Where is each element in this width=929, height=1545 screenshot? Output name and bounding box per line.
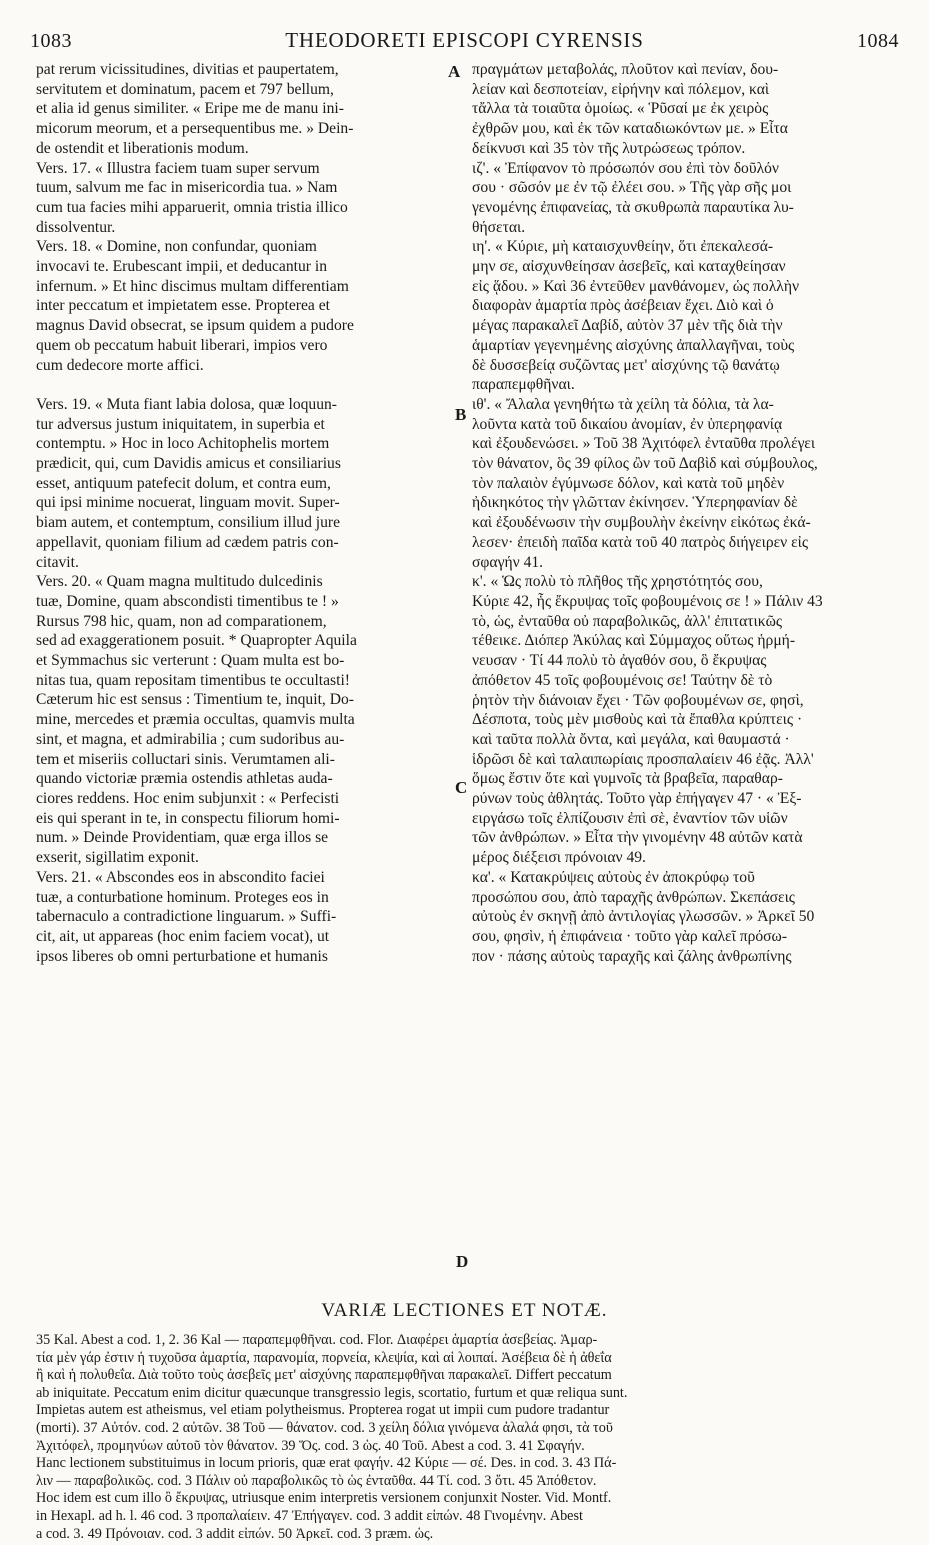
note-line: Hanc lectionem substituimus in locum prioris, quæ erat φαγήν. 42 Κύριε — σέ. Des. in cod. 3. 43 Πά- [36,1455,617,1472]
greek-text-line: ιθ'. « Ἄλαλα γενηθήτω τὰ χείλη τὰ δόλια, τὰ λα- [472,395,774,413]
latin-text-line: magnus David obsecrat, se ipsum quidem a pudore [36,317,354,335]
greek-text-line: ἐχθρῶν μου, καὶ ἐκ τῶν καταδιωκόντων με. » Εἶτα [472,120,788,138]
latin-text-line: sed ad exaggerationem posuit. * Quapropter Aquila [36,632,357,650]
greek-text-line: καὶ ταῦτα πολλὰ ὄντα, καὶ μεγάλα, καὶ θαυμαστά · [472,730,790,748]
greek-text-line: μέρος διέξεισι πρόνοιαν 49. [472,849,646,867]
greek-text-line: λείαν καὶ δεσποτείαν, εἰρήνην καὶ πόλεμον, καὶ [472,80,770,98]
greek-text-line: διαφορὰν ἁμαρτία πρὸς ἀσέβειαν ἔχει. Διὸ καὶ ὁ [472,297,774,315]
latin-text-line: cum dedecore morte affici. [36,356,204,374]
greek-text-line: καὶ ἐξουδένωσιν τὴν συμβουλὴν ἐκείνην εἰκότως ἐκά- [472,514,811,532]
latin-text-line: cit, ait, ut appareas (hoc enim faciem vocat), ut [36,927,330,945]
greek-text-line: καὶ ἐξουδενώσει. » Τοῦ 38 Ἀχιτόφελ ἐνταῦθα προλέγει [472,435,816,453]
page-number-left: 1083 [30,30,72,52]
latin-text-line: esset, antiquum patefecit dolum, et contra eum, [36,474,331,492]
running-title: THEODORETI EPISCOPI CYRENSIS [285,28,644,52]
latin-text-line: biam autem, et contemptum, consilium illud jure [36,514,341,532]
greek-text-line: λοῦντα κατὰ τοῦ δικαίου ἀνομίαν, ἐν ὑπερηφανίᾳ [472,415,783,433]
latin-text-line: Cæterum hic est sensus : Timentium te, inquit, Do- [36,691,354,709]
greek-text-line: τὸ, ὡς, ἐνταῦθα οὐ παραβολικῶς, ἀλλ' ἐπιτατικῶς [472,612,783,630]
greek-text-line: Κύριε 42, ἧς ἔκρυψας τοῖς φοβουμένοις σε ! » Πάλιν 43 [472,592,823,610]
latin-text-line: appellavit, quoniam filium ad cædem patris con- [36,533,339,551]
greek-text-line: σου, φησὶν, ἡ ἐπιφάνεια · τοῦτο γὰρ καλεῖ πρόσω- [472,927,788,945]
latin-text-line: prædicit, qui, cum Davidis amicus et consiliarius [36,455,341,473]
margin-marker-d: D [456,1252,469,1271]
greek-text-line: κ'. « Ὡς πολὺ τὸ πλῆθος τῆς χρηστότητός σου, [472,573,763,591]
greek-text-line: τὸν παλαιὸν ἐγύμνωσε δόλον, καὶ κατὰ τοῦ μηδὲν [472,474,785,492]
greek-text-line: τῶν ἀνθρώπων. » Εἶτα τὴν γινομένην 48 αὐτῶν κατὰ [472,829,803,847]
latin-text-line: servitutem et dominatum, pacem et 797 bellum, [36,80,334,98]
greek-text-line: τέθεικε. Διόπερ Ἀκύλας καὶ Σύμμαχος οὕτως ἡρμή- [472,632,796,650]
latin-column [36,60,468,966]
latin-text-line: quem ob peccatum habuit liberari, impios vero [36,336,328,354]
note-line: ἢ καὶ ἡ πολυθεΐα. Διὰ τοῦτο τοὺς ἀσεβεῖς μετ' αἰσχύνης παραπεμφθῆναι παρακαλεῖ. Differt peccatum [36,1367,612,1384]
notes-heading: VARIÆ LECTIONES ET NOTÆ. [321,1300,608,1321]
greek-text-line: πον · πάσης αὐτοὺς ταραχῆς καὶ ζάλης ἀνθρωπίνης [472,947,792,965]
page-header [30,28,899,56]
latin-text-line: citavit. [36,553,79,571]
latin-text-line: tur adversus justum iniquitatem, in superbia et [36,415,325,433]
greek-text-line: ἠδικηκότος τὴν γλῶτταν ἐκίνησεν. Ὑπερηφανίαν δὲ [472,494,798,512]
latin-text-line: invocavi te. Erubescant impii, et deducantur in [36,258,327,276]
latin-text-line: mine, mercedes et præmia occultas, quamvis multa [36,711,355,729]
latin-text-line: tuum, salvum me fac in misericordia tua. » Nam [36,179,338,197]
latin-text-line: Vers. 20. « Quam magna multitudo dulcedinis [36,573,323,591]
greek-text-line: μέγας παρακαλεῖ Δαβίδ, αὐτὸν 37 μὲν τῆς διὰ τὴν [472,317,783,335]
latin-text-line: Vers. 18. « Domine, non confundar, quoniam [36,238,317,256]
latin-text-line: pat rerum vicissitudines, divitias et paupertatem, [36,61,339,78]
greek-text-line: τὸν θάνατον, ὃς 39 φίλος ὢν τοῦ Δαβὶδ καὶ σύμβουλος, [472,455,818,473]
note-line: τία μὲν γάρ ἐστιν ἡ τυχοῦσα ἁμαρτία, παρανομία, πορνεία, κλεψία, καὶ αἱ λοιπαί. Ἀσέβεια δὲ ἡ ἀθεΐα [36,1349,612,1366]
greek-text-line: ιη'. « Κύριε, μὴ καταισχυνθείην, ὅτι ἐπεκαλεσά- [472,238,774,256]
greek-text-line: κα'. « Κατακρύψεις αὐτοὺς ἐν ἀποκρύφῳ τοῦ [472,868,755,886]
greek-text-line: ἱδρῶσι δὲ καὶ ταλαιπωρίαις προσπαλαίειν 46 ἐᾷς. Ἀλλ' [472,750,814,768]
latin-text-line: ipsos liberes ob omni perturbatione et humanis [36,947,328,965]
latin-text-line: micorum meorum, et a persequentibus me. » Dein- [36,120,354,138]
latin-text-line: exserit, sigillatim exponit. [36,849,199,867]
margin-marker-b: B [455,405,467,424]
greek-text-line: Δέσποτα, τοὺς μὲν μισθοὺς καὶ τὰ ἔπαθλα κρύπτεις · [472,711,803,729]
greek-text-line: τἄλλα τὰ τοιαῦτα ὁμοίως. « Ῥῦσαί με ἐκ χειρὸς [472,100,769,118]
latin-text-line: infernum. » Et hinc discimus multam differentiam [36,277,349,295]
greek-text-line: νευσαν · Τί 44 πολὺ τὸ ἀγαθόν σου, ὃ ἔκρυψας [472,652,767,670]
greek-text-line: γενομένης ἐπιφανείας, τὰ σκυθρωπὰ παραυτίκα λυ- [472,198,794,216]
greek-text-line: ἀπόθετον 45 τοῖς φοβουμένοις σε! Ταύτην δὲ τὸ [472,671,773,689]
greek-text-line: σου · σῶσόν με ἐν τῷ ἐλέει σου. » Τῆς γὰρ σῆς μοι [472,179,792,197]
latin-text-line: dissolventur. [36,218,116,236]
greek-text-line: δὲ δυσσεβείᾳ συζῶντας μετ' αἰσχύνης τῷ θανάτῳ [472,356,780,374]
latin-text-line: Vers. 17. « Illustra faciem tuam super servum [36,159,320,177]
note-line: Hoc idem est cum illo ὃ ἔκρυψας, utriusque enim interpretis versionem conjunxit Noster. Vid. Montf. [36,1490,612,1507]
note-line: a cod. 3. 49 Πρόνοιαν. cod. 3 addit εἰπών. 50 Ἀρκεῖ. cod. 3 præm. ὡς. [36,1525,434,1542]
latin-text-line: nitas tua, quam repositam timentibus te occultasti! [36,671,350,689]
latin-text-line: ciores reddens. Hoc enim subjunxit : « Perfecisti [36,790,340,807]
greek-text-line: προσώπου σου, ἀπὸ ταραχῆς ἀνθρώπων. Σκεπάσεις [472,888,795,906]
latin-text-line: tuæ, Domine, quam abscondisti timentibus te ! » [36,592,339,610]
margin-marker-c: C [455,778,468,797]
note-line: ab iniquitate. Peccatum enim dicitur quæcunque transgressio legis, scortatio, furtum et quæ reliqua sunt. [36,1384,628,1401]
latin-text-line: sint, et magna, et admirabilia ; cum sudoribus au- [36,730,345,748]
latin-text-line: et alia id genus similiter. « Eripe me de manu ini- [36,100,344,118]
latin-text-line: tabernaculo a contradictione linguarum. » Suffi- [36,908,337,926]
greek-text-line: ὅμως ἔστιν ὅτε καὶ γυμνοῖς τὰ βραβεῖα, παραθαρ- [472,770,783,788]
latin-text-line: Vers. 21. « Abscondes eos in abscondito faciei [36,868,325,886]
note-line: Ἀχιτόφελ, προμηνύων αὐτοῦ τὸν θάνατον. 39 Ὅς. cod. 3 ὡς. 40 Τοῦ. Abest a cod. 3. 41 Σφαγήν. [36,1437,585,1454]
latin-text-line: contemptu. » Hoc in loco Achitophelis mortem [36,435,330,453]
greek-text-line: εἰς ᾅδου. » Καὶ 36 ἐντεῦθεν μανθάνομεν, ὡς πολλὴν [472,277,800,295]
variant-notes [36,1332,902,1543]
latin-text-line: Rursus 798 hic, quam, non ad comparationem, [36,612,327,630]
latin-text-line [36,375,468,395]
greek-text-line: δείκνυσι καὶ 35 τὸν τῆς λυτρώσεως τρόπον. [472,139,746,157]
greek-text-line: αὐτοὺς ἐν σκηνῇ ἀπὸ ἀντιλογίας γλωσσῶν. » Ἀρκεῖ 50 [472,908,815,926]
greek-column [472,60,902,966]
latin-text-line: tem et miseriis colluctari sinis. Verumtamen ali- [36,750,335,768]
latin-text-line: tuæ, a conturbatione hominum. Proteges eos in [36,888,329,906]
greek-text-line: μην σε, αἰσχυνθείησαν ἀσεβεῖς, καὶ καταχθείησαν [472,258,786,276]
greek-text-line: ειργάσω τοῖς ἐλπίζουσιν ἐπὶ σὲ, ἐναντίον τῶν υἱῶν [472,809,788,827]
greek-text-line: θήσεται. [472,218,526,236]
page-number-right: 1084 [856,30,899,52]
greek-text-line: ρύνων τοὺς ἀθλητάς. Τοῦτο γὰρ ἐπήγαγεν 47 · « Ἐξ- [472,790,802,808]
note-line: Impietas autem est atheismus, vel etiam polytheismus. Propterea rogat ut impii cum pudore tradantur [36,1402,610,1419]
greek-text-line: παραπεμφθῆναι. [472,376,575,394]
margin-marker-a: A [448,62,461,81]
latin-text-line: et Symmachus sic verterunt : Quam multa est bo- [36,652,345,670]
note-line: 35 Kal. Abest a cod. 1, 2. 36 Kal — παραπεμφθῆναι. cod. Flor. Διαφέρει ἁμαρτία ἀσεβείας. Ἁμαρ- [36,1332,598,1348]
greek-text-line: ἁμαρτίαν γεγενημένης αἰσχύνης ἀπαλλαγῆναι, τοὺς [472,336,795,354]
greek-text-line: λεσεν· ἐπειδὴ παῖδα κατὰ τοῦ 40 πατρὸς διήγειρεν εἰς [472,533,809,551]
greek-text-line: ιζ'. « Ἐπίφανον τὸ πρόσωπόν σου ἐπὶ τὸν δοῦλόν [472,159,779,177]
latin-text-line: inter peccatum et impietatem esse. Propterea et [36,297,330,315]
latin-text-line: Vers. 19. « Muta fiant labia dolosa, quæ loquun- [36,395,338,413]
note-line: in Hexapl. ad h. l. 46 cod. 3 προπαλαίειν. 47 Ἐπήγαγεν. cod. 3 addit εἰπών. 48 Γινομένην. Abest [36,1507,583,1524]
greek-text-line: πραγμάτων μεταβολάς, πλοῦτον καὶ πενίαν, δου- [472,61,779,78]
greek-text-line: ῥητὸν τὴν διάνοιαν ἔχει · Τῶν φοβουμένων σε, φησὶ, [472,691,804,709]
latin-text-line: num. » Deinde Providentiam, quæ erga illos se [36,829,329,847]
latin-text-line: de ostendit et liberationis modum. [36,139,249,157]
note-line: λιν — παραβολικῶς. cod. 3 Πάλιν οὐ παραβολικῶς τὸ ὡς ἐνταῦθα. 44 Τί. cod. 3 ὅτι. 45 Ἀπόθετον. [36,1472,597,1489]
latin-text-line: cum tua facies mihi apparuerit, omnia tristia illico [36,198,348,216]
greek-text-line: σφαγήν 41. [472,553,544,571]
latin-text-line: quando victoriæ præmia ostendis athletas auda- [36,770,333,788]
latin-text-line: qui ipsi minime nocuerat, linguam movit. Super- [36,494,340,512]
latin-text-line: eis qui sperant in te, in conspectu filiorum homi- [36,809,340,827]
note-line: (morti). 37 Αὐτόν. cod. 2 αὐτῶν. 38 Τοῦ — θάνατον. cod. 3 χείλη δόλια γινόμενα ἀλαλά φησι, τὰ τοῦ [36,1419,613,1436]
